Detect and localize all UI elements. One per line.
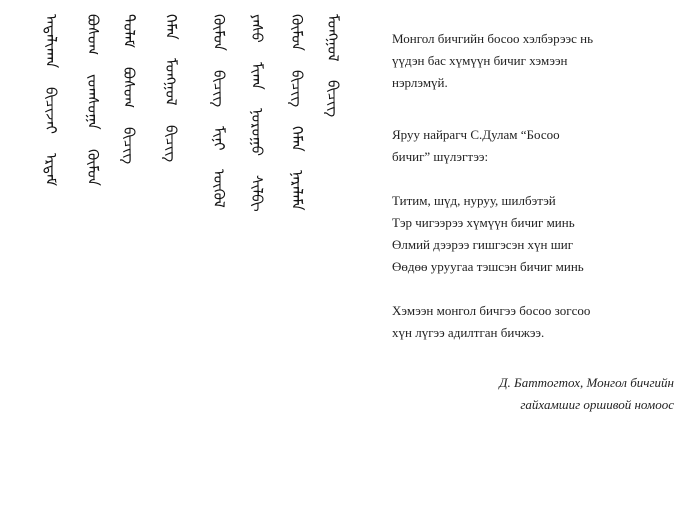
spacer <box>392 278 674 300</box>
cyrillic-text-block <box>392 28 674 416</box>
mongol-word: ᠪᠣᠰᠤᠭ <box>84 14 102 56</box>
mongol-word: ᠪᠢᠴᠢᠭ <box>120 126 138 164</box>
credit-line-2: гайхамшиг оршивой номоос <box>520 397 674 412</box>
mongol-word: ᠪᠢᠴᠢᠭ <box>162 124 180 162</box>
verse-line-3: Өлмий дээрээ гишгэсэн хүн шиг <box>392 237 574 252</box>
verse-line-2: Тэр чигээрээ хүмүүн бичиг минь <box>392 215 575 230</box>
attribution-line-2: бичиг” шүлэгтээ: <box>392 149 489 164</box>
mongol-column-3 <box>246 14 268 226</box>
mongol-word: ᠮᠣᠩᠭᠣᠯ <box>162 58 180 106</box>
mongol-word: ᠪᠢᠴᠢᠭ <box>288 69 306 107</box>
closing-line-2: хүн лүгээ адилтган бичжээ. <box>392 325 545 340</box>
credit-line-1: Д. Баттогтох, Монгол бичгийн <box>499 375 674 390</box>
mongol-word: ᠵᠣᠭᠰᠤᠭᠠ <box>84 74 102 130</box>
mongol-word: ᠳᠤᠯᠠᠮ <box>120 14 138 48</box>
mongol-word: ᠶᠠᠰᠤ <box>248 14 266 43</box>
mongol-column-5 <box>160 14 182 176</box>
verse-line-1: Титим, шүд, нуруу, шилбэтэй <box>392 193 556 208</box>
mongol-word: ᠪᠢᠴᠢᠭ <box>210 69 228 107</box>
closing-line-1: Хэмээн монгол бичгээ босоо зогсоо <box>392 303 591 318</box>
mongol-column-6 <box>118 14 140 178</box>
mongol-word: ᠬᠦᠮᠦᠨ <box>288 14 306 51</box>
spacer <box>392 94 674 124</box>
mongol-column-1 <box>322 14 344 131</box>
mongol-word: ᠡᠷᠳᠡᠮ <box>42 152 60 186</box>
mongol-word: ᠨᠡᠷᠡᠯᠡᠮᠡ <box>288 170 306 211</box>
intro-line-3: нэрлэмүй. <box>392 75 448 90</box>
verse-line-4: Өөдөө уруугаа тэшсэн бичиг минь <box>392 259 584 274</box>
mongol-column-2 <box>286 14 308 225</box>
intro-line-2: үүдэн бас хүмүүн бичиг хэмээн <box>392 53 568 68</box>
mongol-word: ᠦᠬᠦᠯ <box>210 169 228 208</box>
mongol-word: ᠬᠦᠮᠦᠨ <box>84 148 102 186</box>
mongol-word: ᠪᠢᠴᠢᠵᠡᠢ <box>42 86 60 134</box>
mongol-word: ᠮᠣᠩᠭᠣᠯ <box>324 14 342 62</box>
mongol-word: ᠨᠤᠷᠤᠭᠤ <box>248 108 266 157</box>
mongol-word: ᠮᠢᠨᠢ <box>210 125 228 151</box>
mongol-word: ᠬᠡᠮᠡᠨ <box>162 14 180 40</box>
attribution-line-1: Яруу найрагч С.Дулам “Босоо <box>392 127 560 142</box>
mongol-column-7 <box>82 14 104 199</box>
mongol-word: ᠬᠥᠮᠦᠨ <box>210 14 228 51</box>
mongol-word: ᠪᠢᠴᠢᠭ <box>324 80 342 118</box>
mongol-word: ᠰᠢᠯᠪᠢ <box>248 174 266 212</box>
intro-line-1: Монгол бичгийн босоо хэлбэрээс нь <box>392 31 594 46</box>
mongol-word: ᠬᠡᠮᠡᠨ <box>288 125 306 152</box>
source-credit <box>392 372 674 416</box>
mongol-word: ᠠᠳᠠᠯᠢᠬᠠᠨ <box>42 14 60 69</box>
mongol-word: ᠪᠣᠰᠤᠭ <box>120 66 138 109</box>
mongol-word: ᠮᠢᠬᠠ <box>248 61 266 90</box>
spacer <box>392 168 674 190</box>
mongol-column-4 <box>208 14 230 222</box>
mongol-column-8 <box>40 14 62 200</box>
